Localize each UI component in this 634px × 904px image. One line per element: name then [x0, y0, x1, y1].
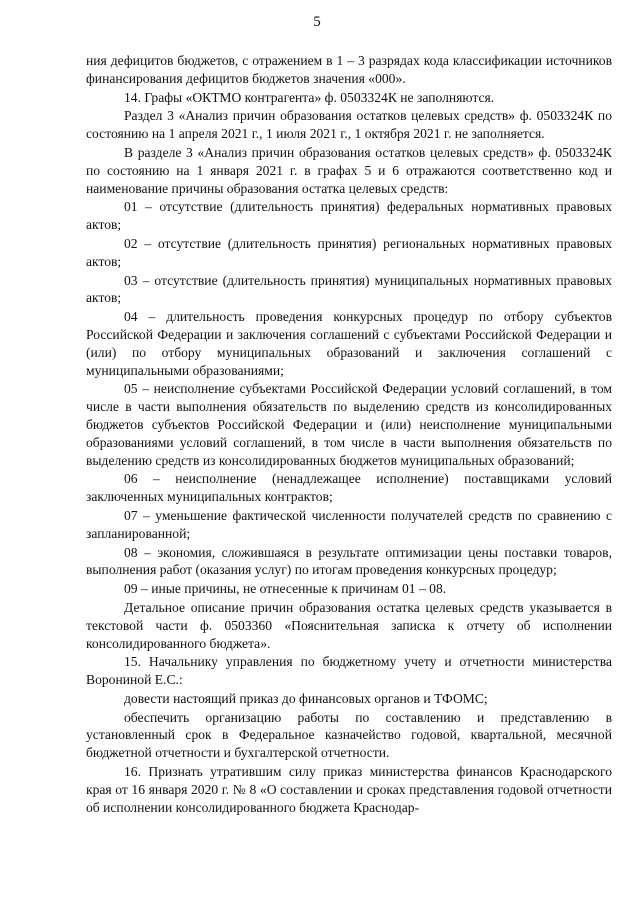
paragraph-reason-05: 05 – неисполнение субъектами Российской Федерации условий соглашений, в том числе в части выполнения обязательств по выделению средств из консолидированных бюджетов субъектов Российской Федерации и (или) неисполнение муниципальными образованиями условий соглашений, в том числе в части выполнения обязательств по выделению средств из консолидированных бюджетов муниципальных образований;	[86, 381, 612, 468]
page-number: 5	[313, 14, 321, 30]
paragraph-item-14: 14. Графы «ОКТМО контрагента» ф. 0503324К не заполняются.	[124, 89, 495, 105]
paragraph-item-16: 16. Признать утратившим силу приказ министерства финансов Краснодарского края от 16 января 2020 г. № 8 «О составлении и сроках представления годовой отчетности об исполнении консолидированного бюджета Краснодар-	[86, 764, 612, 815]
paragraph-reason-06: 06 – неисполнение (ненадлежащее исполнение) поставщиками условий заключенных муниципальных контрактов;	[86, 471, 612, 505]
paragraph-item-15-bring-order: довести настоящий приказ до финансовых органов и ТФОМС;	[124, 690, 488, 706]
paragraph-section-3-not-filled: Раздел 3 «Анализ причин образования остатков целевых средств» ф. 0503324К по состоянию на 1 апреля 2021 г., 1 июля 2021 г., 1 октября 2021 г. не заполняется.	[86, 108, 612, 142]
paragraph-reason-07: 07 – уменьшение фактической численности получателей средств по сравнению с запланированной;	[86, 507, 612, 541]
paragraph-reason-09: 09 – иные причины, не отнесенные к причинам 01 – 08.	[124, 581, 447, 597]
paragraph-reason-01: 01 – отсутствие (длительность принятия) федеральных нормативных правовых актов;	[86, 199, 612, 233]
paragraph-detailed-description: Детальное описание причин образования остатка целевых средств указывается в текстовой части ф. 0503360 «Пояснительная записка к отчету об исполнении консолидированного бюджета».	[86, 599, 612, 651]
paragraph-reason-08: 08 – экономия, сложившаяся в результате оптимизации цены поставки товаров, выполнения работ (оказания услуг) по итогам проведения конкурсных процедур;	[86, 544, 612, 578]
paragraph-reason-03: 03 – отсутствие (длительность принятия) муниципальных нормативных правовых актов;	[86, 272, 612, 306]
paragraph-item-15: 15. Начальнику управления по бюджетному учету и отчетности министерства Ворониной Е.С.:	[86, 654, 612, 688]
paragraph-reason-02: 02 – отсутствие (длительность принятия) региональных нормативных правовых актов;	[86, 235, 612, 269]
document-body	[86, 52, 612, 817]
paragraph-continuation: ния дефицитов бюджетов, с отражением в 1 – 3 разрядах кода классификации источников финансирования дефицитов бюджетов значения «000».	[86, 53, 612, 86]
paragraph-item-15-organize-work: обеспечить организацию работы по составлению и представлению в установленный срок в Федеральное казначейство годовой, квартальной, месячной бюджетной отчетности и бухгалтерской отчетности.	[86, 709, 612, 761]
paragraph-reason-04: 04 – длительность проведения конкурсных процедур по отбору субъектов Российской Федерации и заключения соглашений с субъектами Российской Федерации и (или) по отбору муниципальных образований и заключения соглашений с муниципальными образованиями;	[86, 309, 612, 378]
paragraph-section-3-january: В разделе 3 «Анализ причин образования остатков целевых средств» ф. 0503324К по состоянию на 1 января 2021 г. в графах 5 и 6 отражаются соответственно код и наименование причины образования остатка целевых средств:	[86, 144, 612, 196]
